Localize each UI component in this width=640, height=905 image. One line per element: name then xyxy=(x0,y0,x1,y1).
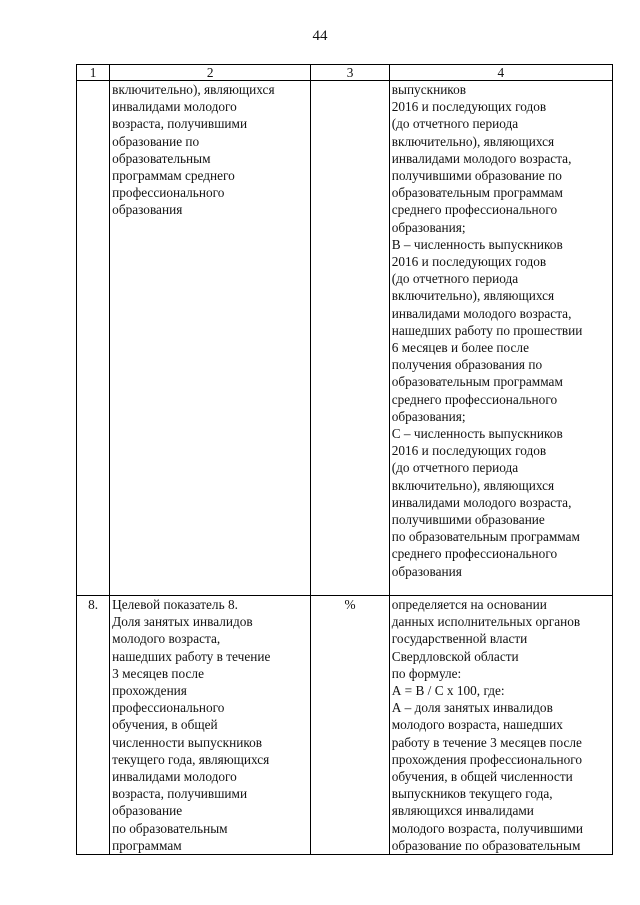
calculation-method-line: государственной власти xyxy=(391,631,528,647)
header-col-3: 3 xyxy=(311,65,389,81)
calculation-method-line: Свердловской области xyxy=(391,648,519,664)
calculation-method-line: обучения, в общей численности xyxy=(391,769,573,785)
indicator-table xyxy=(76,64,613,855)
calculation-method-line: получившими образование по xyxy=(391,168,562,184)
calculation-method-line: молодого возраста, нашедших xyxy=(391,717,563,733)
indicator-name-line: возраста, получившими xyxy=(112,116,248,132)
calculation-method-line: включительно), являющихся xyxy=(391,477,555,493)
calculation-method-line: инвалидами молодого возраста, xyxy=(391,305,572,321)
calculation-method-line: образования; xyxy=(391,219,466,235)
calculation-method-line: получившими образование xyxy=(391,512,545,528)
header-col-1: 1 xyxy=(77,65,110,81)
row-number-cell: 8. xyxy=(77,596,110,855)
unit-cell xyxy=(311,81,389,596)
calculation-method-cell xyxy=(389,596,612,855)
indicator-name-cell xyxy=(110,596,311,855)
calculation-method-line: включительно), являющихся xyxy=(391,133,555,149)
calculation-method-line: (до отчетного периода xyxy=(391,460,519,476)
calculation-method-line: 6 месяцев и более после xyxy=(391,340,529,356)
unit-cell: % xyxy=(311,596,389,855)
row-number-cell xyxy=(77,81,110,596)
indicator-name-line: инвалидами молодого xyxy=(112,99,237,115)
calculation-method-cell xyxy=(389,81,612,596)
indicator-name-line: нашедших работу в течение xyxy=(112,648,271,664)
indicator-name-cell xyxy=(110,81,311,596)
indicator-name-line: Доля занятых инвалидов xyxy=(112,614,253,630)
indicator-name-line: профессионального xyxy=(112,185,225,201)
calculation-method-line: работу в течение 3 месяцев после xyxy=(391,734,582,750)
calculation-method-line: (до отчетного периода xyxy=(391,271,519,287)
indicator-name-line: текущего года, являющихся xyxy=(112,751,270,767)
calculation-method-line: среднего профессионального xyxy=(391,546,558,562)
calculation-method-line: данных исполнительных органов xyxy=(391,614,581,630)
indicator-name-line: программам xyxy=(112,837,182,853)
indicator-name-line: возраста, получившими xyxy=(112,786,248,802)
calculation-method-line: являющихся инвалидами xyxy=(391,803,534,819)
calculation-method-line: среднего профессионального xyxy=(391,391,558,407)
calculation-method-line: выпускников текущего года, xyxy=(391,786,553,802)
calculation-method-line: В – численность выпускников xyxy=(391,236,563,252)
calculation-method-line: А = В / С х 100, где: xyxy=(391,683,505,699)
calculation-method-line: определяется на основании xyxy=(391,597,547,612)
indicator-name-line: образования xyxy=(112,202,183,218)
calculation-method-line: С – численность выпускников xyxy=(391,426,563,442)
page-number: 44 xyxy=(312,28,328,44)
calculation-method-line: прохождения профессионального xyxy=(391,751,583,767)
calculation-method-line: 2016 и последующих годов xyxy=(391,254,547,270)
calculation-method-line: среднего профессионального xyxy=(391,202,558,218)
calculation-method-line: по формуле: xyxy=(391,665,462,681)
calculation-method-line: 2016 и последующих годов xyxy=(391,99,547,115)
calculation-method-line: образовательным программам xyxy=(391,374,563,390)
indicator-name-line: 3 месяцев после xyxy=(112,665,204,681)
header-col-4: 4 xyxy=(389,65,612,81)
calculation-method-line: 2016 и последующих годов xyxy=(391,443,547,459)
calculation-method-line: включительно), являющихся xyxy=(391,288,555,304)
indicator-name-line: образовательным xyxy=(112,150,211,166)
header-col-2: 2 xyxy=(110,65,311,81)
indicator-name-line: включительно), являющихся xyxy=(112,82,275,97)
indicator-name-line: обучения, в общей xyxy=(112,717,218,733)
calculation-method-line: образование по образовательным xyxy=(391,837,581,853)
calculation-method-line: инвалидами молодого возраста, xyxy=(391,150,572,166)
calculation-method-line: получения образования по xyxy=(391,357,543,373)
indicator-name-line: прохождения xyxy=(112,683,187,699)
table-row xyxy=(77,596,613,855)
indicator-name-line: программам среднего xyxy=(112,168,235,184)
indicator-name-line: профессионального xyxy=(112,700,225,716)
calculation-method-line: (до отчетного периода xyxy=(391,116,519,132)
calculation-method-line: нашедших работу по прошествии xyxy=(391,322,583,338)
table-row xyxy=(77,81,613,596)
indicator-name-line: инвалидами молодого xyxy=(112,769,237,785)
calculation-method-line: образования xyxy=(391,563,462,579)
calculation-method-line: инвалидами молодого возраста, xyxy=(391,494,572,510)
indicator-name-line: по образовательным xyxy=(112,820,228,836)
calculation-method-line: образовательным программам xyxy=(391,185,563,201)
indicator-name-line: численности выпускников xyxy=(112,734,263,750)
indicator-name-line: образование xyxy=(112,803,183,819)
calculation-method-line: А – доля занятых инвалидов xyxy=(391,700,553,716)
header-row xyxy=(77,65,613,81)
calculation-method-line: по образовательным программам xyxy=(391,529,580,545)
indicator-name-line: Целевой показатель 8. xyxy=(112,597,238,612)
indicator-name-line: молодого возраста, xyxy=(112,631,221,647)
indicator-name-line: образование по xyxy=(112,133,200,149)
calculation-method-line: молодого возраста, получившими xyxy=(391,820,583,836)
calculation-method-line: образования; xyxy=(391,408,466,424)
calculation-method-line: выпускников xyxy=(391,82,467,97)
